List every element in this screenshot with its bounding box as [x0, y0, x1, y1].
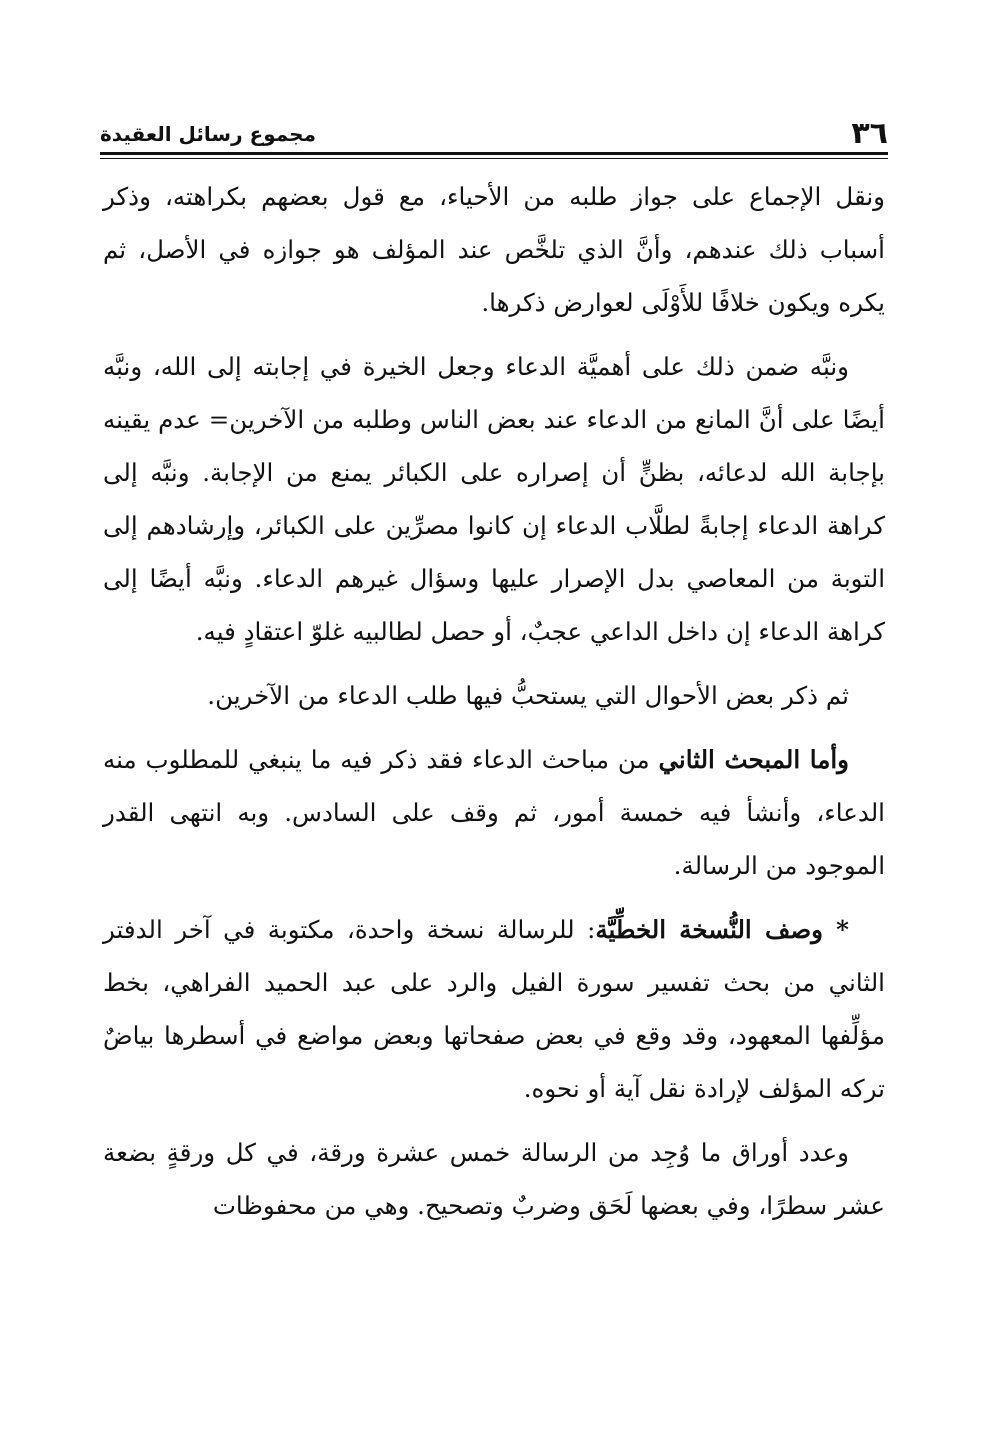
paragraph-bold-lead: * وصف النُّسخة الخطِّيَّة — [595, 915, 849, 944]
paragraph-text: : للرسالة نسخة واحدة، مكتوبة في آخر الدفتر الثاني من بحث تفسير سورة الفيل والرد على عبد الحميد الفراهي، بخط مؤلِّفها المعهود، وقد وقع في بعض صفحاتها وبعض مواضع في أسطرها بياضٌ تركه المؤلف لإرادة نقل آية أو نحوه. — [103, 915, 885, 1103]
paragraph — [103, 903, 885, 1115]
paragraph — [103, 669, 885, 722]
page-header — [100, 112, 888, 158]
paragraph — [103, 733, 885, 892]
body-text — [103, 170, 885, 1243]
paragraph — [103, 1126, 885, 1232]
header-rule-thick — [100, 152, 888, 155]
page-number: ٣٦ — [851, 116, 888, 151]
running-title: مجموع رسائل العقيدة — [100, 122, 316, 146]
paragraph-text: ونبَّه ضمن ذلك على أهميَّة الدعاء وجعل الخيرة في إجابته إلى الله، ونبَّه أيضًا على أنَّ المانع من الدعاء عند بعض الناس وطلبه من الآخرين= عدم يقينه بإجابة الله لدعائه، بظنٍّ أن إصراره على الكبائر يمنع من الإجابة. ونبَّه إلى كراهة الدعاء إجابةً لطلَّاب الدعاء إن كانوا مصرِّين على الكبائر، وإرشادهم إلى التوبة من المعاصي بدل الإصرار عليها وسؤال غيرهم الدعاء. ونبَّه أيضًا إلى كراهة الدعاء إن داخل الداعي عجبٌ، أو حصل لطالبيه غلوّ اعتقادٍ فيه. — [103, 352, 886, 646]
header-rule-thin — [100, 158, 888, 159]
paragraph — [103, 340, 885, 658]
paragraph — [103, 170, 885, 329]
paragraph-text: ثم ذكر بعض الأحوال التي يستحبُّ فيها طلب الدعاء من الآخرين. — [207, 681, 849, 710]
paragraph-text: وعدد أوراق ما وُجِد من الرسالة خمس عشرة ورقة، في كل ورقةٍ بضعة عشر سطرًا، وفي بعضها لَحَق وضربٌ وتصحيح. وهي من محفوظات — [103, 1138, 885, 1220]
paragraph-bold-lead: وأما المبحث الثاني — [658, 745, 850, 774]
paragraph-text: ونقل الإجماع على جواز طلبه من الأحياء، مع قول بعضهم بكراهته، وذكر أسباب ذلك عندهم، وأنَّ الذي تلخَّص عند المؤلف هو جوازه في الأصل، ثم يكره ويكون خلافًا للأَوْلَى لعوارض ذكرها. — [103, 182, 885, 317]
paragraph-text: من مباحث الدعاء فقد ذكر فيه ما ينبغي للمطلوب منه الدعاء، وأنشأ فيه خمسة أمور، ثم وقف على السادس. وبه انتهى القدر الموجود من الرسالة. — [103, 745, 885, 880]
